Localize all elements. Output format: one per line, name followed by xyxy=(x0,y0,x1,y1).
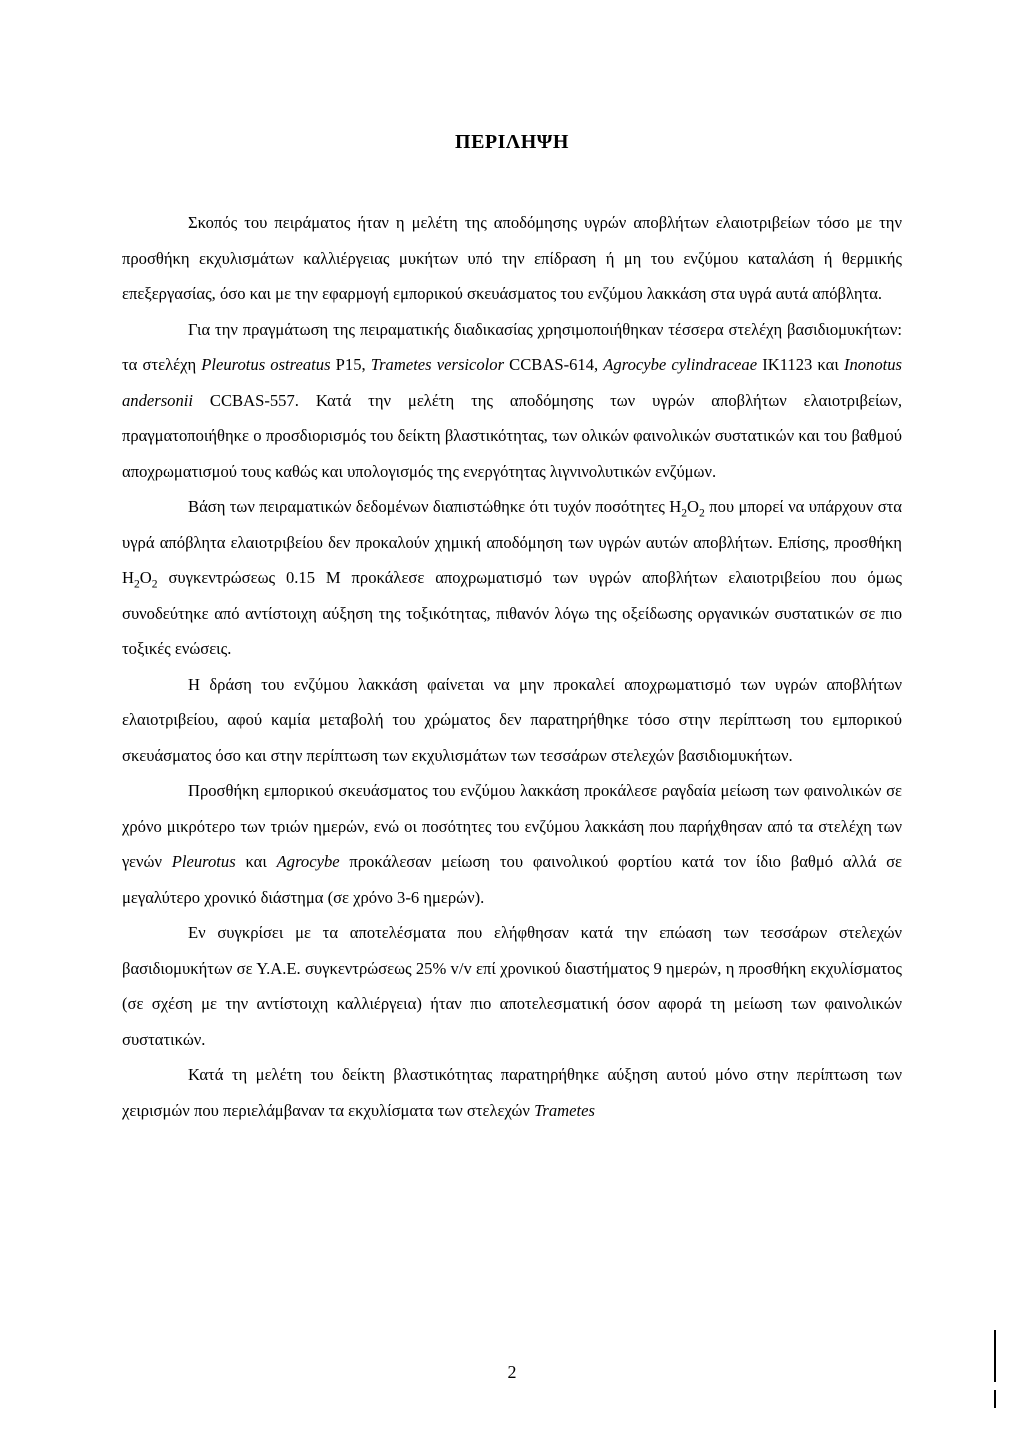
paragraph-laccase-effect: Η δράση του ενζύμου λακκάση φαίνεται να μην προκαλεί αποχρωματισμό των υγρών αποβλήτων ελαιοτριβείου, αφού καμία μεταβολή του χρώματος δεν παρατηρήθηκε τόσο στην περίπτωση του εμπορικού σκευάσματος όσο και στην περίπτωση των εκχυλισμάτων των τεσσάρων στελεχών βασιδιομυκήτων. xyxy=(122,674,902,765)
subscript: 2 xyxy=(151,577,158,591)
text-span: O xyxy=(139,568,152,587)
subscript: 2 xyxy=(133,577,140,591)
subscript: 2 xyxy=(699,506,705,520)
paragraph-germination xyxy=(122,1057,902,1128)
text-span: προκάλεσαν μείωση του φαινολικού φορτίου κατά τον ίδιο βαθμό αλλά σε μεγαλύτερο χρονικό διάστημα (σε χρόνο 3-6 ημερών). xyxy=(122,852,903,907)
text-span: Προσθήκη εμπορικού σκευάσματος του ενζύμου λακκάση προκάλεσε ραγδαία μείωση των φαινολικών σε χρόνο μικρότερο των τριών ημερών, ενώ οι ποσότητες του ενζύμου λακκάση που παρήχθησαν από τα στελέχη των γενών xyxy=(122,781,902,871)
text-span: CCBAS-614, xyxy=(504,355,604,374)
abstract-body xyxy=(122,205,902,1128)
species-name: Trametes versicolor xyxy=(370,355,505,374)
species-name: Agrocybe cylindraceae xyxy=(603,355,758,374)
scan-edge-mark xyxy=(994,1330,996,1382)
genus-name: Pleurotus xyxy=(171,852,236,871)
scan-edge-mark xyxy=(994,1390,996,1408)
paragraph-comparison: Εν συγκρίσει με τα αποτελέσματα που ελήφθησαν κατά την επώαση των τεσσάρων στελεχών βασιδιομυκήτων σε Υ.Α.Ε. συγκεντρώσεως 25% v/v επί χρονικού διαστήματος 9 ημερών, η προσθήκη εκχυλίσματος (σε σχέση με την αντίστοιχη καλλιέργεια) ήταν πιο αποτελεσματική όσον αφορά τη μείωση των φαινολικών συστατικών. xyxy=(122,923,902,1049)
text-span: και xyxy=(235,852,277,871)
genus-name: Agrocybe xyxy=(276,852,340,871)
text-span: Για την πραγμάτωση της πειραματικής διαδικασίας χρησιμοποιήθηκαν τέσσερα στελέχη βασιδιομυκήτων: τα στελέχη xyxy=(122,319,902,374)
page-title: ΠΕΡΙΛΗΨΗ xyxy=(455,131,569,153)
paragraph-phenolics xyxy=(122,773,902,915)
text-span: CCBAS-557. Κατά την μελέτη της αποδόμησης των υγρών αποβλήτων ελαιοτριβείων, πραγματοποιήθηκε ο προσδιορισμός του δείκτη βλαστικότητας, των ολικών φαινολικών συστατικών και του βαθμού αποχρωματισμού τους καθώς και υπολογισμός της ενεργότητας λιγνινολυτικών ενζύμων. xyxy=(122,390,902,481)
species-name: Pleurotus ostreatus xyxy=(201,355,331,374)
text-span: συγκεντρώσεως 0.15 M προκάλεσε αποχρωματισμό των υγρών αποβλήτων ελαιοτριβείου που όμως συνοδεύτηκε από αντίστοιχη αύξηση της τοξικότητας, πιθανόν λόγω της οξείδωσης οργανικών συστατικών σε πιο τοξικές ενώσεις. xyxy=(122,568,902,658)
text-span: IK1123 και xyxy=(757,355,844,374)
paragraph-aim: Σκοπός του πειράματος ήταν η μελέτη της αποδόμησης υγρών αποβλήτων ελαιοτριβείων τόσο με την προσθήκη εκχυλισμάτων καλλιέργειας μυκήτων υπό την επίδραση ή μη του ενζύμου καταλάση ή θερμικής επεξεργασίας, όσο και με την εφαρμογή εμπορικού σκευάσματος του ενζύμου λακκάση στα υγρά αυτά απόβλητα. xyxy=(122,213,902,303)
text-span: Κατά τη μελέτη του δείκτη βλαστικότητας παρατηρήθηκε αύξηση αυτού μόνο στην περίπτωση των χειρισμών που περιελάμβαναν τα εκχυλίσματα των στελεχών xyxy=(122,1065,902,1120)
text-span: Βάση των πειραματικών δεδομένων διαπιστώθηκε ότι τυχόν ποσότητες H xyxy=(188,497,682,516)
text-span: P15, xyxy=(330,355,371,374)
text-span: O xyxy=(687,497,700,516)
paragraph-strains xyxy=(122,312,902,490)
subscript: 2 xyxy=(681,506,688,520)
genus-name: Trametes xyxy=(534,1100,595,1120)
page-number: 2 xyxy=(507,1362,517,1382)
species-name: Inonotus andersonii xyxy=(122,355,903,410)
text-span: που μπορεί να υπάρχουν στα υγρά απόβλητα ελαιοτριβείου δεν προκαλούν χημική αποδόμηση των υγρών αυτών αποβλήτων. Επίσης, προσθήκη H xyxy=(122,497,902,587)
paragraph-h2o2 xyxy=(122,489,902,667)
